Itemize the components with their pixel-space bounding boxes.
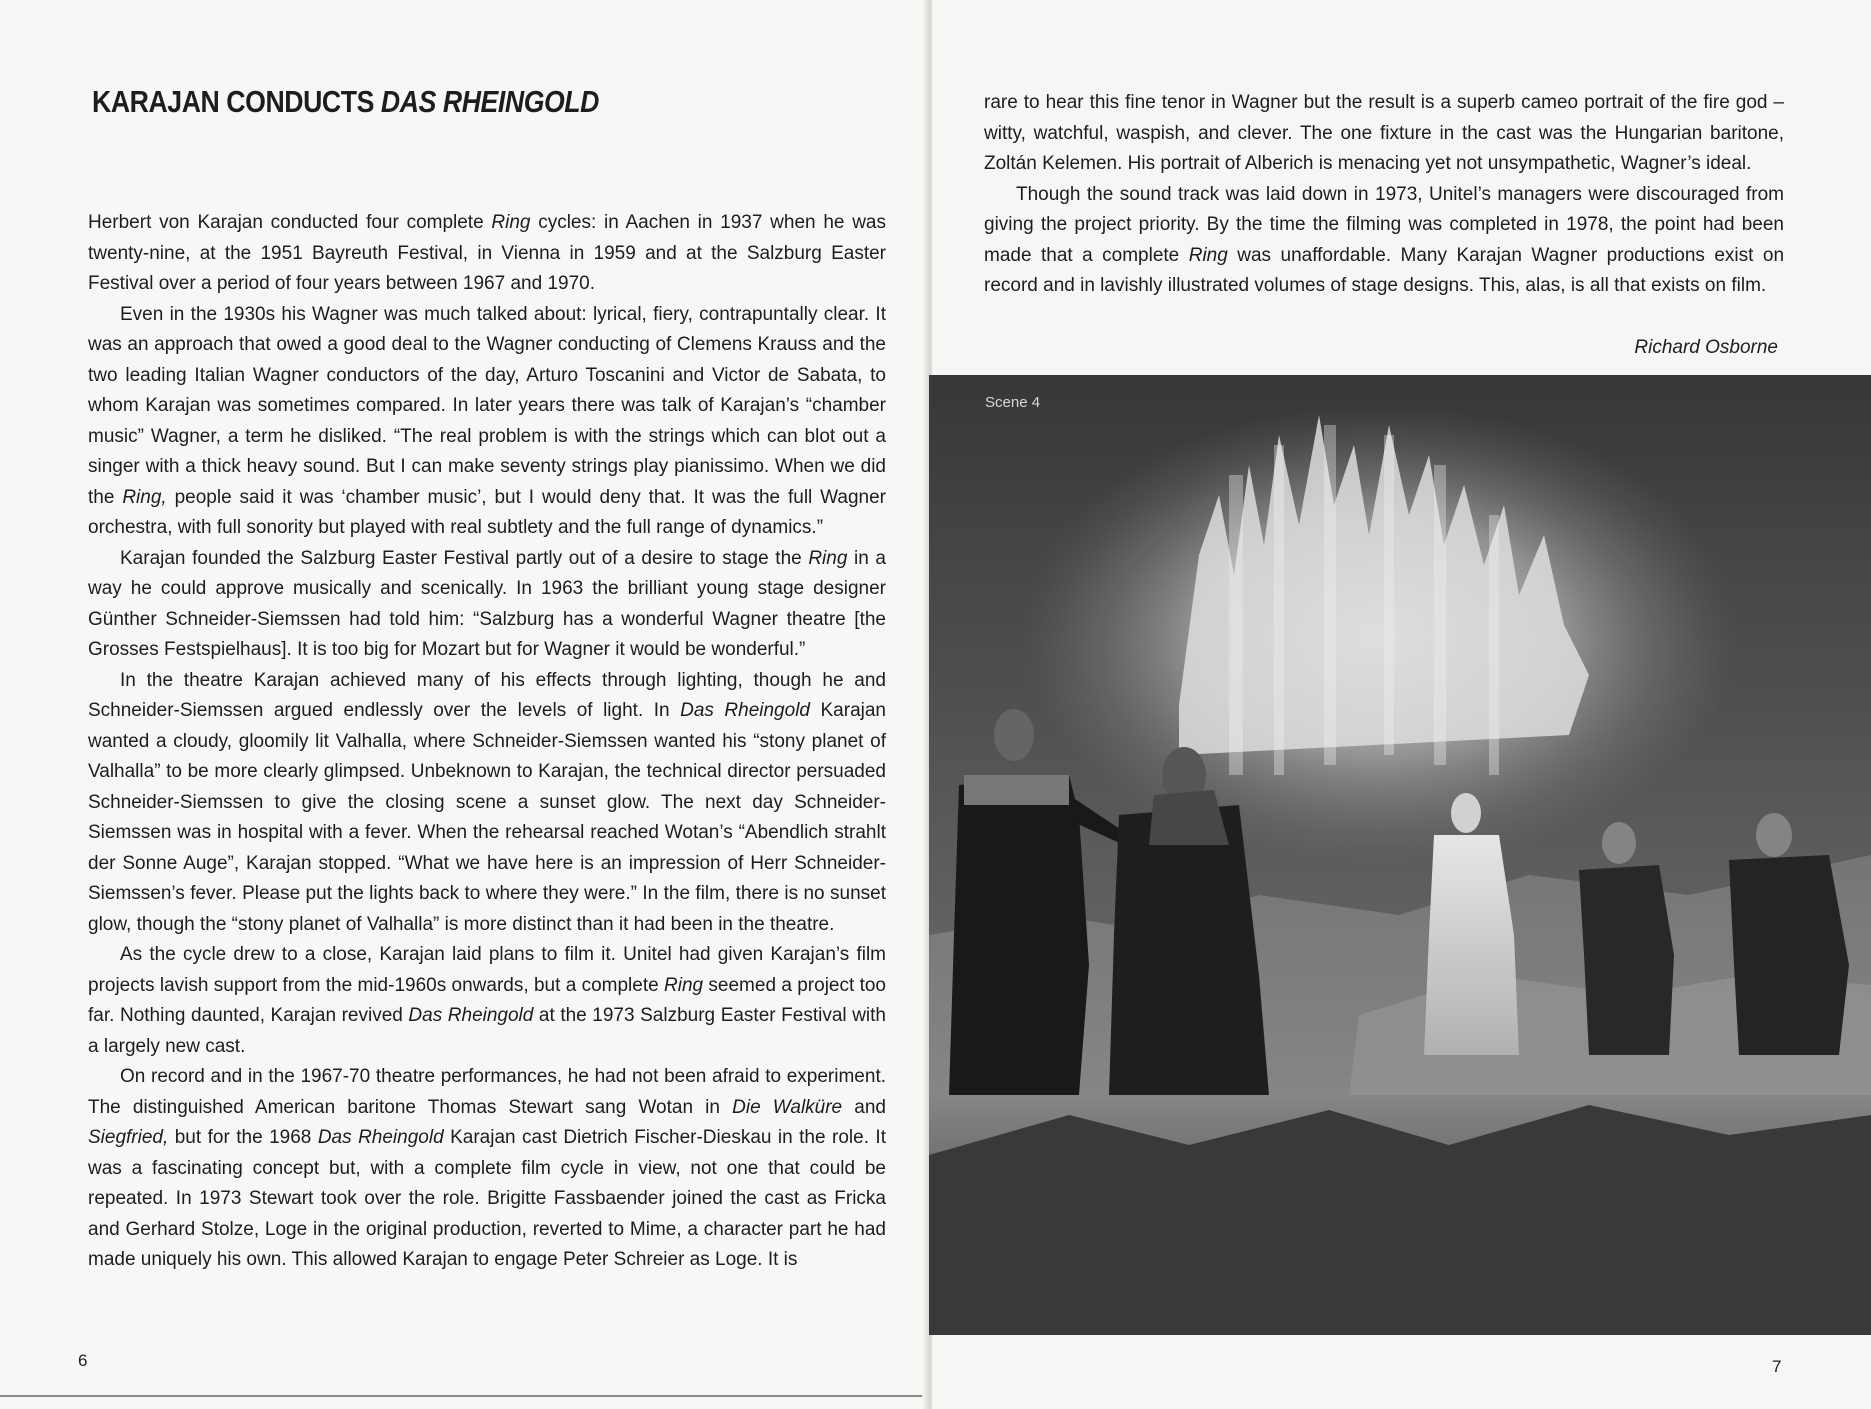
- paragraph-text: Karajan cast Dietrich Fischer-Dieskau in the role. It was a fascinating concept but, with a complete film cycle in view, not one that could be repeated. In 1973 Stewart took over the role. Brigitte Fassbaender joined the cast as Fricka and Gerhard Stolze, Loge in the original production, reverted to Mime, a character part he had made uniquely his own. This allowed Karajan to engage Peter Schreier as Loge. It is: [88, 1127, 886, 1270]
- paragraph-text: rare to hear this fine tenor in Wagner but the result is a superb cameo portrait of the fire god – witty, watchful, waspish, and clever. The one fixture in the cast was the Hungarian baritone, Zoltán Kelemen. His portrait of Alberich is menacing yet not unsympathetic, Wagner’s ideal.: [984, 92, 1784, 174]
- paragraph-text: Even in the 1930s his Wagner was much talked about: lyrical, fiery, contrapuntally clear. It was an approach that owed a good deal to the Wagner conducting of Clemens Krauss and the two leading Italian Wagner conductors of the day, Arturo Toscanini and Victor de Sabata, to whom Karajan was sometimes compared. In later years there was talk of Karajan’s “chamber music” Wagner, a term he disliked. “The real problem is with the strings which can blot out a singer with a thick heavy sound. But I can make seventy strings play pianissimo. When we did the: [88, 303, 886, 508]
- italic-title-text: Die Walküre: [732, 1096, 843, 1118]
- paragraph: [88, 1062, 886, 1276]
- paragraph-text: and: [842, 1096, 886, 1118]
- paragraph-text: As the cycle drew to a close, Karajan laid plans to film it. Unitel had given Karajan’s film projects lavish support from the mid-1960s onwards, but a complete: [88, 944, 886, 996]
- author-credit: Richard Osborne: [1634, 337, 1778, 358]
- page-edge-rule: [0, 1395, 930, 1397]
- italic-title-text: Das Rheingold: [408, 1005, 534, 1026]
- left-page: [0, 0, 930, 1409]
- paragraph-text: but for the 1968: [168, 1127, 318, 1148]
- paragraph-text: Though the sound track was laid down in 1973, Unitel’s managers were discouraged from giving the project priority. By the time the filming was completed in 1978, the point had been made that a complete: [984, 183, 1784, 266]
- paragraph-text: cycles: in Aachen in 1937 when he was twenty-nine, at the 1951 Bayreuth Festival, in Vienna in 1959 and at the Salzburg Easter Festival over a period of four years between 1967 and 1970.: [88, 212, 886, 294]
- paragraph-text: On record and in the 1967-70 theatre performances, he had not been afraid to experiment. The distinguished American baritone Thomas Stewart sang Wotan in: [88, 1066, 886, 1118]
- italic-title-text: Ring: [491, 212, 531, 233]
- italic-title-text: Das Rheingold: [680, 700, 810, 721]
- article-heading: [92, 84, 599, 120]
- italic-title-text: Ring,: [122, 486, 167, 508]
- paragraph: [88, 544, 886, 666]
- paragraph-text: In the theatre Karajan achieved many of his effects through lighting, though he and Schneider-Siemssen argued endlessly over the levels of light. In: [88, 669, 886, 721]
- paragraph: [88, 300, 886, 544]
- paragraph: [88, 208, 886, 300]
- paragraph: [984, 180, 1784, 302]
- stage-photograph: [929, 375, 1871, 1335]
- heading-text: KARAJAN CONDUCTS: [92, 84, 381, 119]
- paragraph-text: Karajan founded the Salzburg Easter Festival partly out of a desire to stage the: [120, 547, 809, 569]
- paragraph: [984, 88, 1784, 180]
- italic-title-text: Das Rheingold: [317, 1127, 444, 1148]
- paragraph: [88, 666, 886, 941]
- paragraph-text: in a way he could approve musically and scenically. In 1963 the brilliant young stage designer Günther Schneider-Siemssen had told him: “Salzburg has a wonderful Wagner theatre [the Grosses Festspielhaus]. It is too big for Mozart but for Wagner it would be wonderful.”: [88, 547, 886, 660]
- paragraph-text: seemed a project too far. Nothing daunted, Karajan revived: [88, 974, 886, 1026]
- heading-italic-title: DAS RHEINGOLD: [380, 84, 599, 119]
- paragraph-text: at the 1973 Salzburg Easter Festival with a largely new cast.: [88, 1005, 886, 1057]
- paragraph-text: people said it was ‘chamber music’, but I would deny that. It was the full Wagner orchestra, with full sonority but played with real subtlety and the full range of dynamics.”: [88, 486, 886, 538]
- photo-scanline-overlay: [929, 375, 1871, 1335]
- italic-title-text: Ring: [808, 547, 848, 569]
- paragraph-text: Karajan wanted a cloudy, gloomily lit Valhalla, where Schneider-Siemssen wanted his “stony planet of Valhalla” to be more clearly glimpsed. Unbeknown to Karajan, the technical director persuaded Schneider-Siemssen to give the closing scene a sunset glow. The next day Schneider-Siemssen was in hospital with a fever. When the rehearsal reached Wotan’s “Abendlich strahlt der Sonne Auge”, Karajan stopped. “What we have here is an impression of Herr Schneider-Siemssen’s fever. Please put the lights back to where they were.” In the film, there is no sunset glow, though the “stony planet of Valhalla” is more distinct than it had been in the theatre.: [88, 700, 886, 935]
- italic-title-text: Ring: [664, 974, 704, 996]
- paragraph: [88, 940, 886, 1062]
- left-body-text: [88, 208, 886, 1276]
- page-number-right: 7: [1772, 1357, 1782, 1376]
- italic-title-text: Siegfried,: [88, 1127, 169, 1148]
- scene-label: Scene 4: [985, 394, 1041, 411]
- paragraph-text: Herbert von Karajan conducted four complete: [88, 212, 492, 233]
- page-number-left: 6: [78, 1351, 88, 1370]
- paragraph-text: was unaffordable. Many Karajan Wagner productions exist on record and in lavishly illustrated volumes of stage designs. This, alas, is all that exists on film.: [984, 244, 1785, 296]
- right-body-text: [984, 88, 1784, 302]
- italic-title-text: Ring: [1188, 244, 1228, 266]
